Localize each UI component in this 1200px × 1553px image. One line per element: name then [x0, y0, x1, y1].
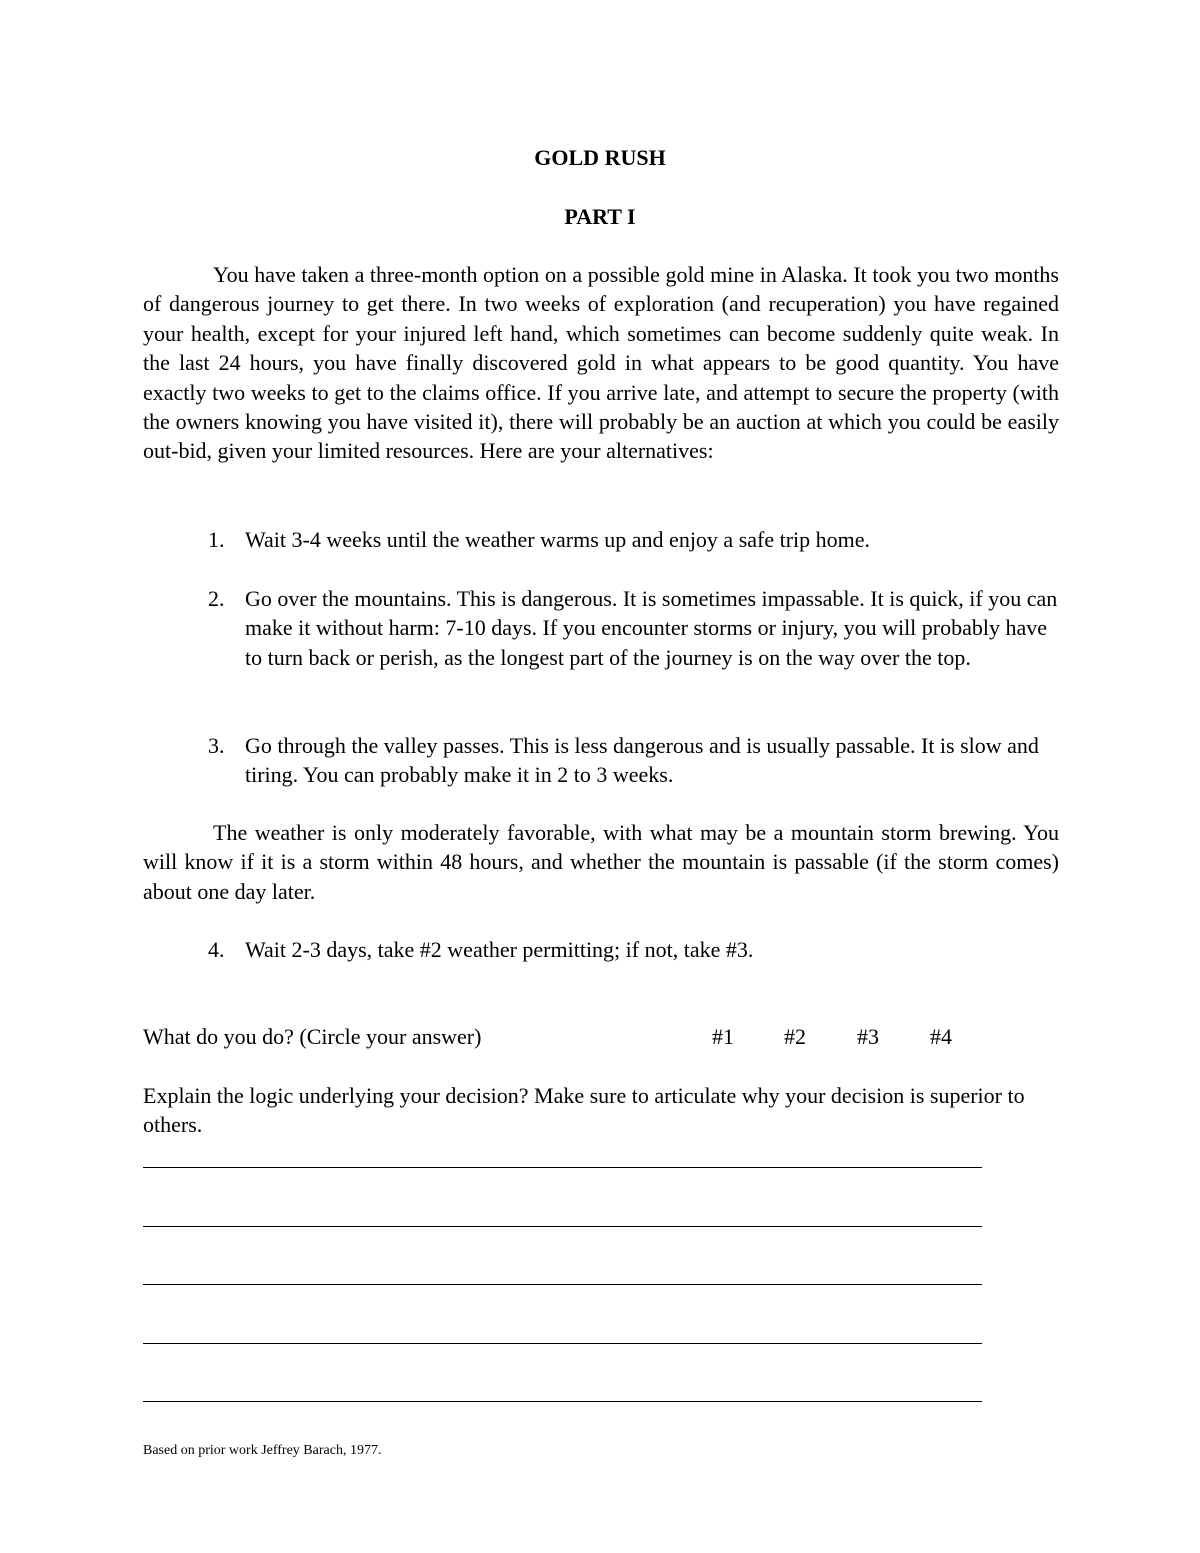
alternative-2	[208, 584, 1058, 672]
answer-line-3[interactable]	[143, 1284, 982, 1285]
alternative-text: Wait 3-4 weeks until the weather warms up and enjoy a safe trip home.	[245, 527, 871, 552]
alternative-1	[208, 525, 1058, 554]
weather-paragraph: The weather is only moderately favorable, with what may be a mountain storm brewing. You will know if it is a storm within 48 hours, and whether the mountain is passable (if the storm comes) about one day later.	[143, 820, 1059, 904]
answer-option-1[interactable]: #1	[712, 1024, 734, 1049]
explain-prompt: Explain the logic underlying your decision? Make sure to articulate why your decision is superior to others.	[143, 1083, 1025, 1138]
alternative-3	[208, 731, 1058, 790]
alternative-text: Go over the mountains. This is dangerous. It is sometimes impassable. It is quick, if you can make it without harm: 7-10 days. If you encounter storms or injury, you will probably have to turn back or perish, as the longest part of the journey is on the way over the top.	[245, 586, 1058, 670]
alternative-number: 1.	[208, 527, 225, 552]
alternative-4	[208, 935, 1058, 964]
answer-option-4[interactable]: #4	[930, 1024, 952, 1049]
alternative-text: Go through the valley passes. This is less dangerous and is usually passable. It is slow and tiring. You can probably make it in 2 to 3 weeks.	[245, 733, 1039, 788]
alternative-text: Wait 2-3 days, take #2 weather permitting; if not, take #3.	[245, 937, 754, 962]
attribution-footer: Based on prior work Jeffrey Barach, 1977.	[143, 1443, 382, 1458]
answer-option-2[interactable]: #2	[784, 1024, 806, 1049]
alternative-number: 2.	[208, 586, 225, 611]
answer-line-5[interactable]	[143, 1401, 982, 1402]
part-heading: PART I	[564, 204, 636, 229]
answer-option-3[interactable]: #3	[857, 1024, 879, 1049]
answer-line-2[interactable]	[143, 1226, 982, 1227]
document-title: GOLD RUSH	[534, 145, 666, 170]
intro-paragraph: You have taken a three-month option on a possible gold mine in Alaska. It took you two months of dangerous journey to get there. In two weeks of exploration (and recuperation) you have regained your health, except for your injured left hand, which sometimes can become suddenly quite weak. In the last 24 hours, you have finally discovered gold in what appears to be good quantity. You have exactly two weeks to get to the claims office. If you arrive late, and attempt to secure the property (with the owners knowing you have visited it), there will probably be an auction at which you could be easily out-bid, given your limited resources. Here are your alternatives:	[143, 262, 1059, 464]
answer-line-1[interactable]	[143, 1167, 982, 1168]
answer-line-4[interactable]	[143, 1343, 982, 1344]
alternative-number: 3.	[208, 733, 225, 758]
decision-question: What do you do? (Circle your answer)	[143, 1024, 482, 1049]
alternative-number: 4.	[208, 937, 225, 962]
